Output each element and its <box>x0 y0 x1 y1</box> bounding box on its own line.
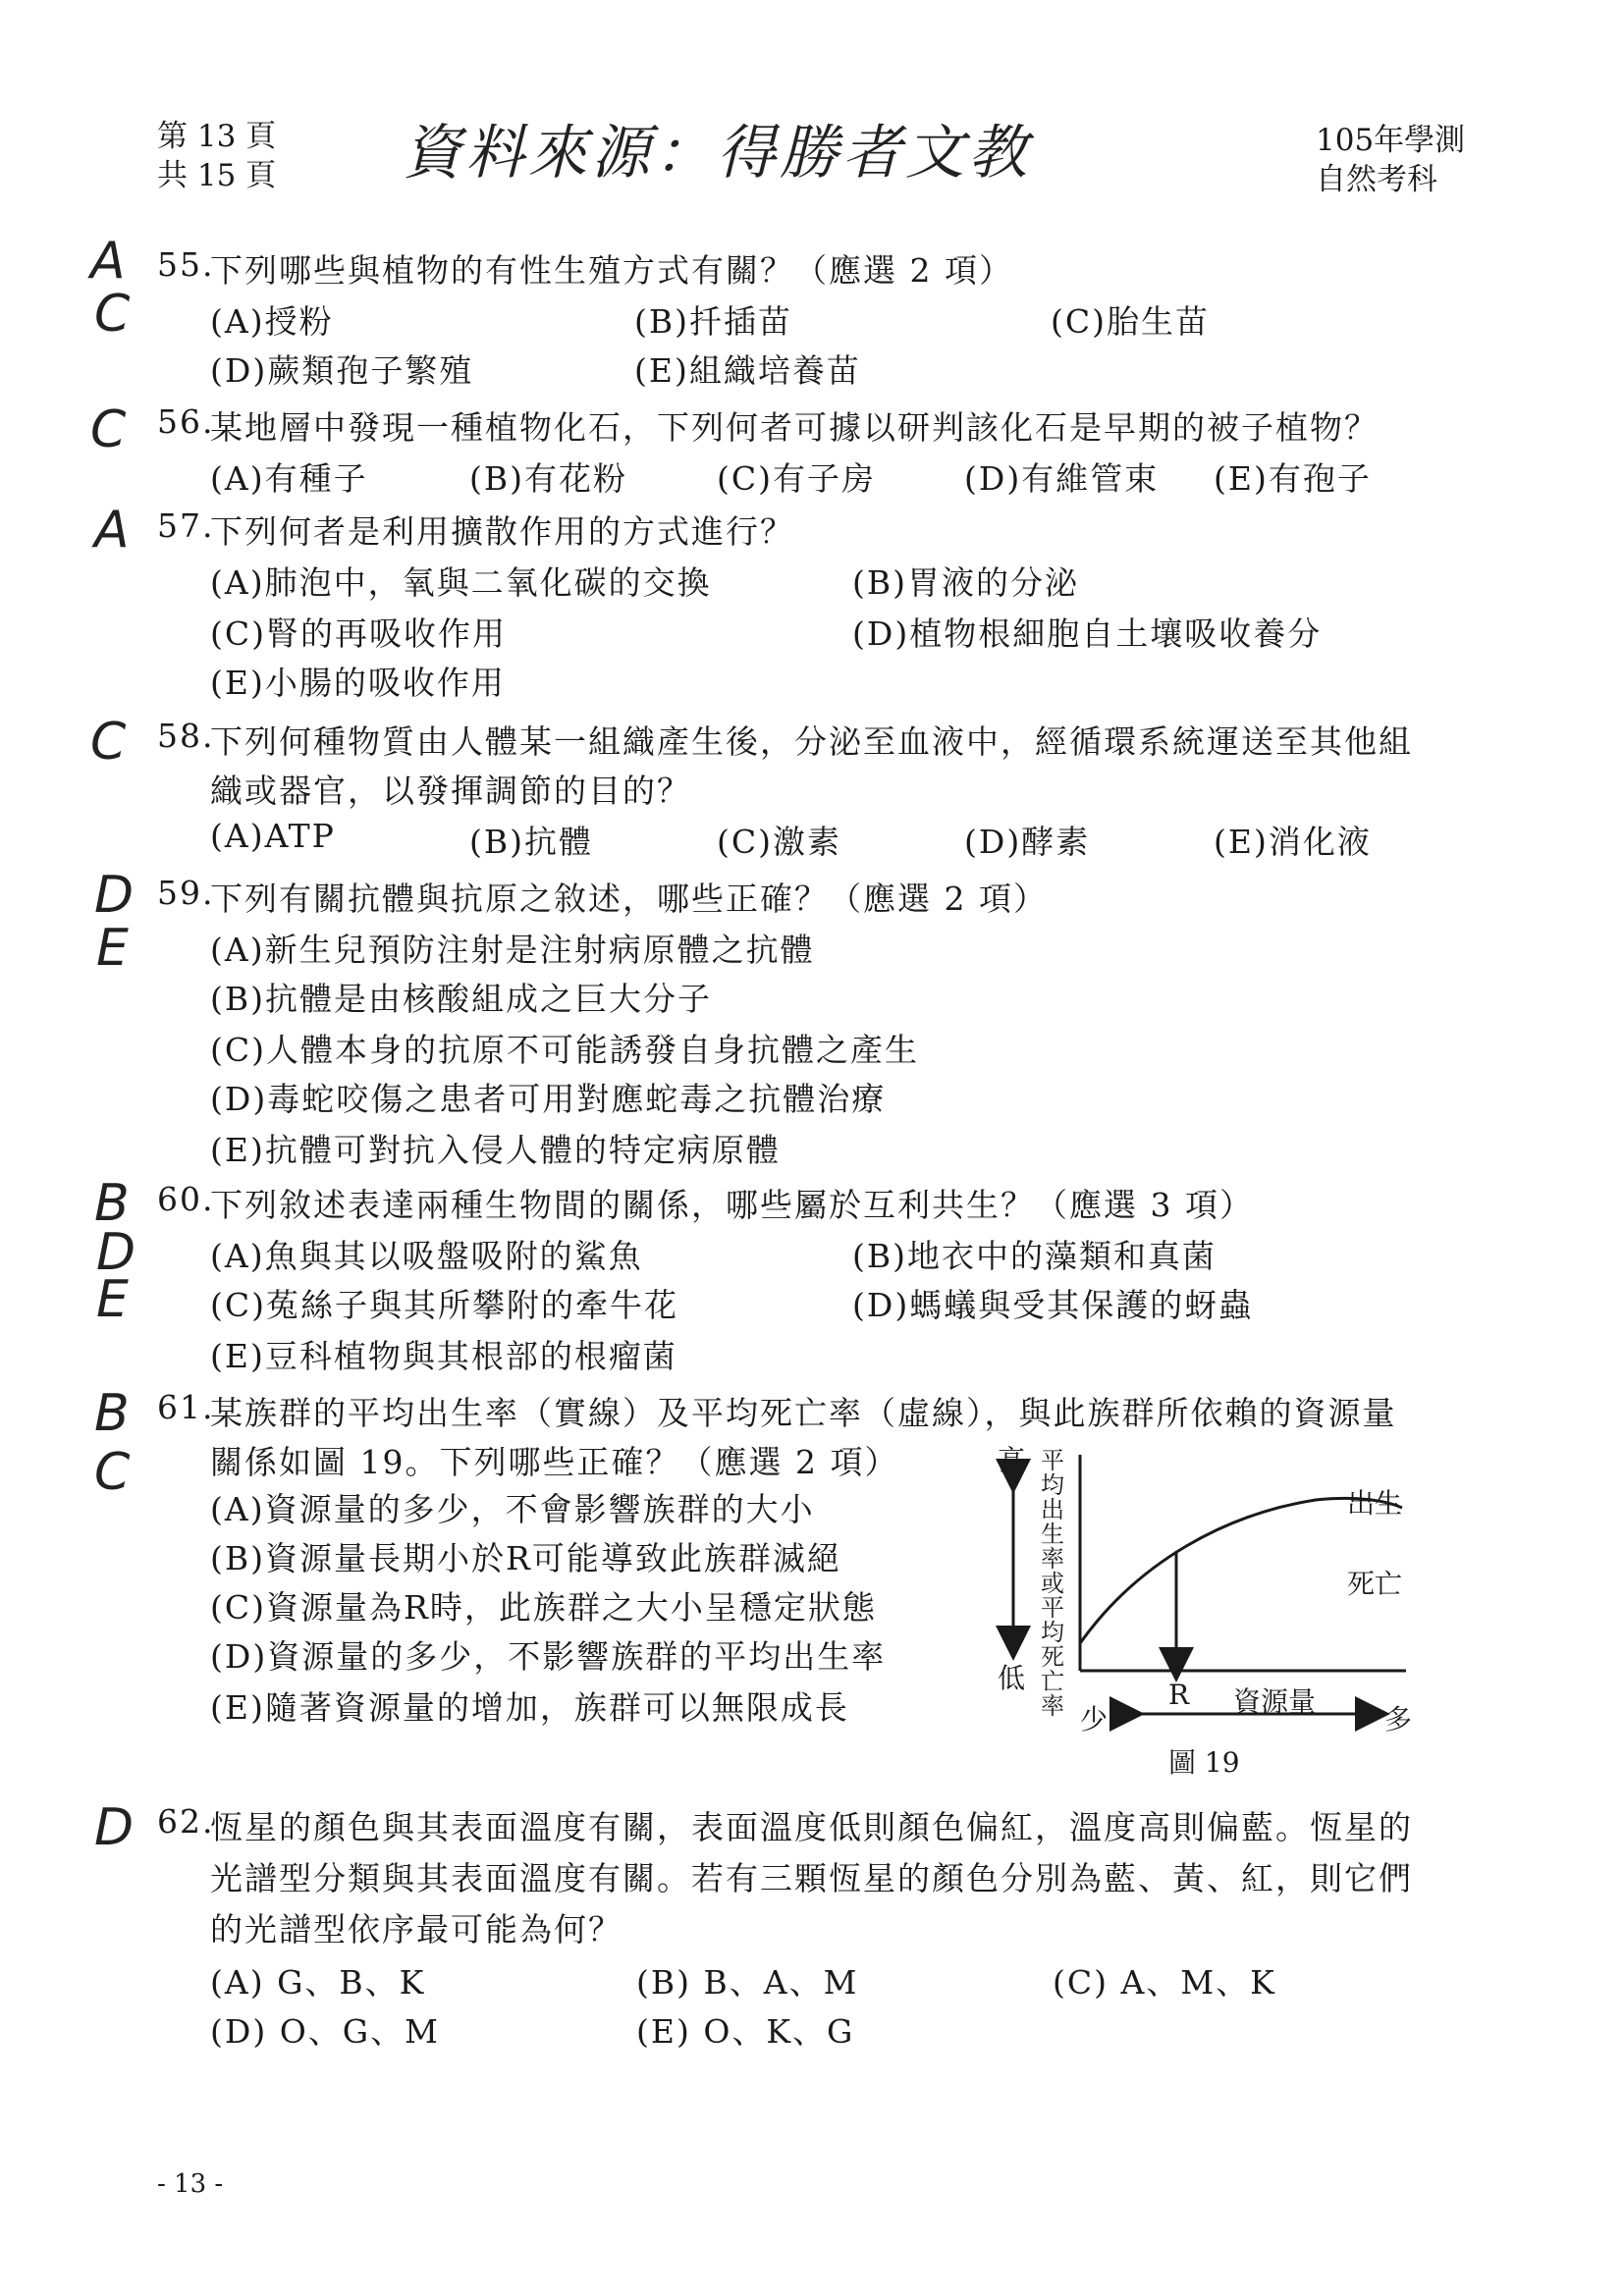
answer-mark: B <box>94 1384 130 1443</box>
option: (E)消化液 <box>1214 823 1372 861</box>
option: (D)螞蟻與受其保護的蚜蟲 <box>852 1286 1254 1324</box>
option: (C)菟絲子與其所攀附的牽牛花 <box>210 1286 678 1324</box>
option: (A)肺泡中，氧與二氧化碳的交換 <box>210 563 712 602</box>
option: (D) O、G、M <box>210 2012 440 2051</box>
answer-mark: C <box>90 400 127 459</box>
option: (C)人體本身的抗原不可能誘發自身抗體之產生 <box>210 1031 919 1069</box>
option: (A)新生兒預防注射是注射病原體之抗體 <box>210 931 815 969</box>
option: (E) O、K、G <box>636 2012 855 2051</box>
question-number: 55. <box>157 245 215 284</box>
question-stem-continued: 織或器官，以發揮調節的目的？ <box>210 772 691 810</box>
question-stem-continued: 關係如圖 19。下列哪些正確？（應選 2 項） <box>210 1443 899 1481</box>
option: (D)有維管束 <box>964 459 1160 498</box>
question-stem: 某地層中發現一種植物化石，下列何者可據以研判該化石是早期的被子植物？ <box>210 408 1379 447</box>
option: (A)資源量的多少，不會影響族群的大小 <box>210 1490 815 1528</box>
birth-curve-label: 出生 <box>1347 1487 1403 1520</box>
answer-mark: E <box>96 919 129 978</box>
birth-rate-curve <box>1080 1498 1402 1643</box>
option: (D)酵素 <box>964 823 1091 861</box>
y-axis-high-label: 高 <box>998 1444 1026 1476</box>
question-number: 60. <box>157 1180 215 1218</box>
question-stem: 恆星的顏色與其表面溫度有關，表面溫度低則顏色偏紅，溫度高則偏藍。恆星的 <box>210 1808 1413 1846</box>
question-stem: 下列有關抗體與抗原之敘述，哪些正確？（應選 2 項） <box>210 880 1048 918</box>
option: (B)抗體 <box>469 823 593 861</box>
y-axis-low-label: 低 <box>998 1662 1026 1694</box>
question-number: 61. <box>157 1388 215 1426</box>
x-axis-low-label: 少 <box>1080 1703 1109 1735</box>
option: (E)豆科植物與其根部的根瘤菌 <box>210 1337 677 1375</box>
question-stem-continued: 的光譜型依序最可能為何？ <box>210 1910 622 1949</box>
answer-mark: B <box>94 1174 130 1233</box>
question-stem: 下列敘述表達兩種生物間的關係，哪些屬於互利共生？（應選 3 項） <box>210 1186 1254 1224</box>
question-stem: 下列何種物質由人體某一組織產生後，分泌至血液中，經循環系統運送至其他組 <box>210 722 1413 761</box>
answer-mark: A <box>94 501 130 560</box>
option: (D)植物根細胞自土壤吸收養分 <box>852 614 1323 653</box>
question-stem: 下列何者是利用擴散作用的方式進行？ <box>210 512 794 551</box>
option: (C)激素 <box>717 823 841 861</box>
page-number-current: 第 13 頁 <box>157 119 277 154</box>
exam-subject: 自然考科 <box>1316 162 1437 197</box>
death-curve-label: 死亡 <box>1347 1568 1403 1600</box>
answer-mark: D <box>94 866 135 925</box>
option: (A)有種子 <box>210 459 368 498</box>
y-axis-title: 平均出生率或平均死亡率 <box>1041 1447 1064 1720</box>
answer-mark: E <box>96 1270 129 1329</box>
handwritten-source-note: 資料來源：得勝者文教 <box>403 119 1031 187</box>
option: (E)抗體可對抗入侵人體的特定病原體 <box>210 1131 781 1169</box>
exam-year: 105年學測 <box>1316 123 1466 158</box>
option: (D)毒蛇咬傷之患者可用對應蛇毒之抗體治療 <box>210 1080 887 1118</box>
option: (B)扦插苗 <box>634 302 792 341</box>
x-axis-high-label: 多 <box>1384 1703 1413 1735</box>
option: (C)胎生苗 <box>1051 302 1210 341</box>
answer-mark: C <box>94 285 131 344</box>
answer-mark: C <box>94 1443 131 1502</box>
footer-page-number: - 13 - <box>157 2169 224 2199</box>
option: (A)授粉 <box>210 302 334 341</box>
option: (B)資源量長期小於R可能導致此族群滅絕 <box>210 1539 841 1577</box>
option: (C)資源量為R時，此族群之大小呈穩定狀態 <box>210 1588 877 1627</box>
option: (E)隨著資源量的增加，族群可以無限成長 <box>210 1688 849 1727</box>
option: (B)地衣中的藻類和真菌 <box>852 1237 1217 1275</box>
question-number: 56. <box>157 402 215 441</box>
option: (C) A、M、K <box>1053 1963 1276 2002</box>
figure-19-graph <box>982 1433 1434 1747</box>
option: (C)腎的再吸收作用 <box>210 614 507 653</box>
option: (B)胃液的分泌 <box>852 563 1079 602</box>
option: (A)魚與其以吸盤吸附的鯊魚 <box>210 1237 643 1275</box>
answer-mark: C <box>90 713 127 772</box>
option: (C)有子房 <box>717 459 876 498</box>
option: (B)抗體是由核酸組成之巨大分子 <box>210 980 712 1018</box>
option: (B)有花粉 <box>469 459 627 498</box>
answer-mark: D <box>96 1223 136 1282</box>
option: (E)有孢子 <box>1214 459 1372 498</box>
option: (D)資源量的多少，不影響族群的平均出生率 <box>210 1637 887 1676</box>
page-number-total: 共 15 頁 <box>157 158 277 193</box>
option: (B) B、A、M <box>636 1963 859 2002</box>
figure-caption: 圖 19 <box>1168 1746 1240 1779</box>
question-number: 59. <box>157 874 215 912</box>
answer-mark: D <box>94 1798 135 1857</box>
question-number: 58. <box>157 717 215 755</box>
option: (D)蕨類孢子繁殖 <box>210 351 474 390</box>
question-number: 62. <box>157 1802 215 1841</box>
question-stem-continued: 光譜型分類與其表面溫度有關。若有三顆恆星的顏色分別為藍、黃、紅，則它們 <box>210 1859 1413 1897</box>
question-number: 57. <box>157 507 215 545</box>
x-axis-title: 資源量 <box>1233 1685 1317 1718</box>
question-stem: 下列哪些與植物的有性生殖方式有關？（應選 2 項） <box>210 251 1013 290</box>
option: (A) G、B、K <box>210 1963 426 2002</box>
r-label: R <box>1168 1679 1190 1711</box>
option: (E)組織培養苗 <box>634 351 861 390</box>
answer-mark: A <box>90 232 126 291</box>
option: (A)ATP <box>210 817 336 855</box>
option: (E)小腸的吸收作用 <box>210 664 506 702</box>
question-stem: 某族群的平均出生率（實線）及平均死亡率（虛線），與此族群所依賴的資源量 <box>210 1394 1397 1432</box>
